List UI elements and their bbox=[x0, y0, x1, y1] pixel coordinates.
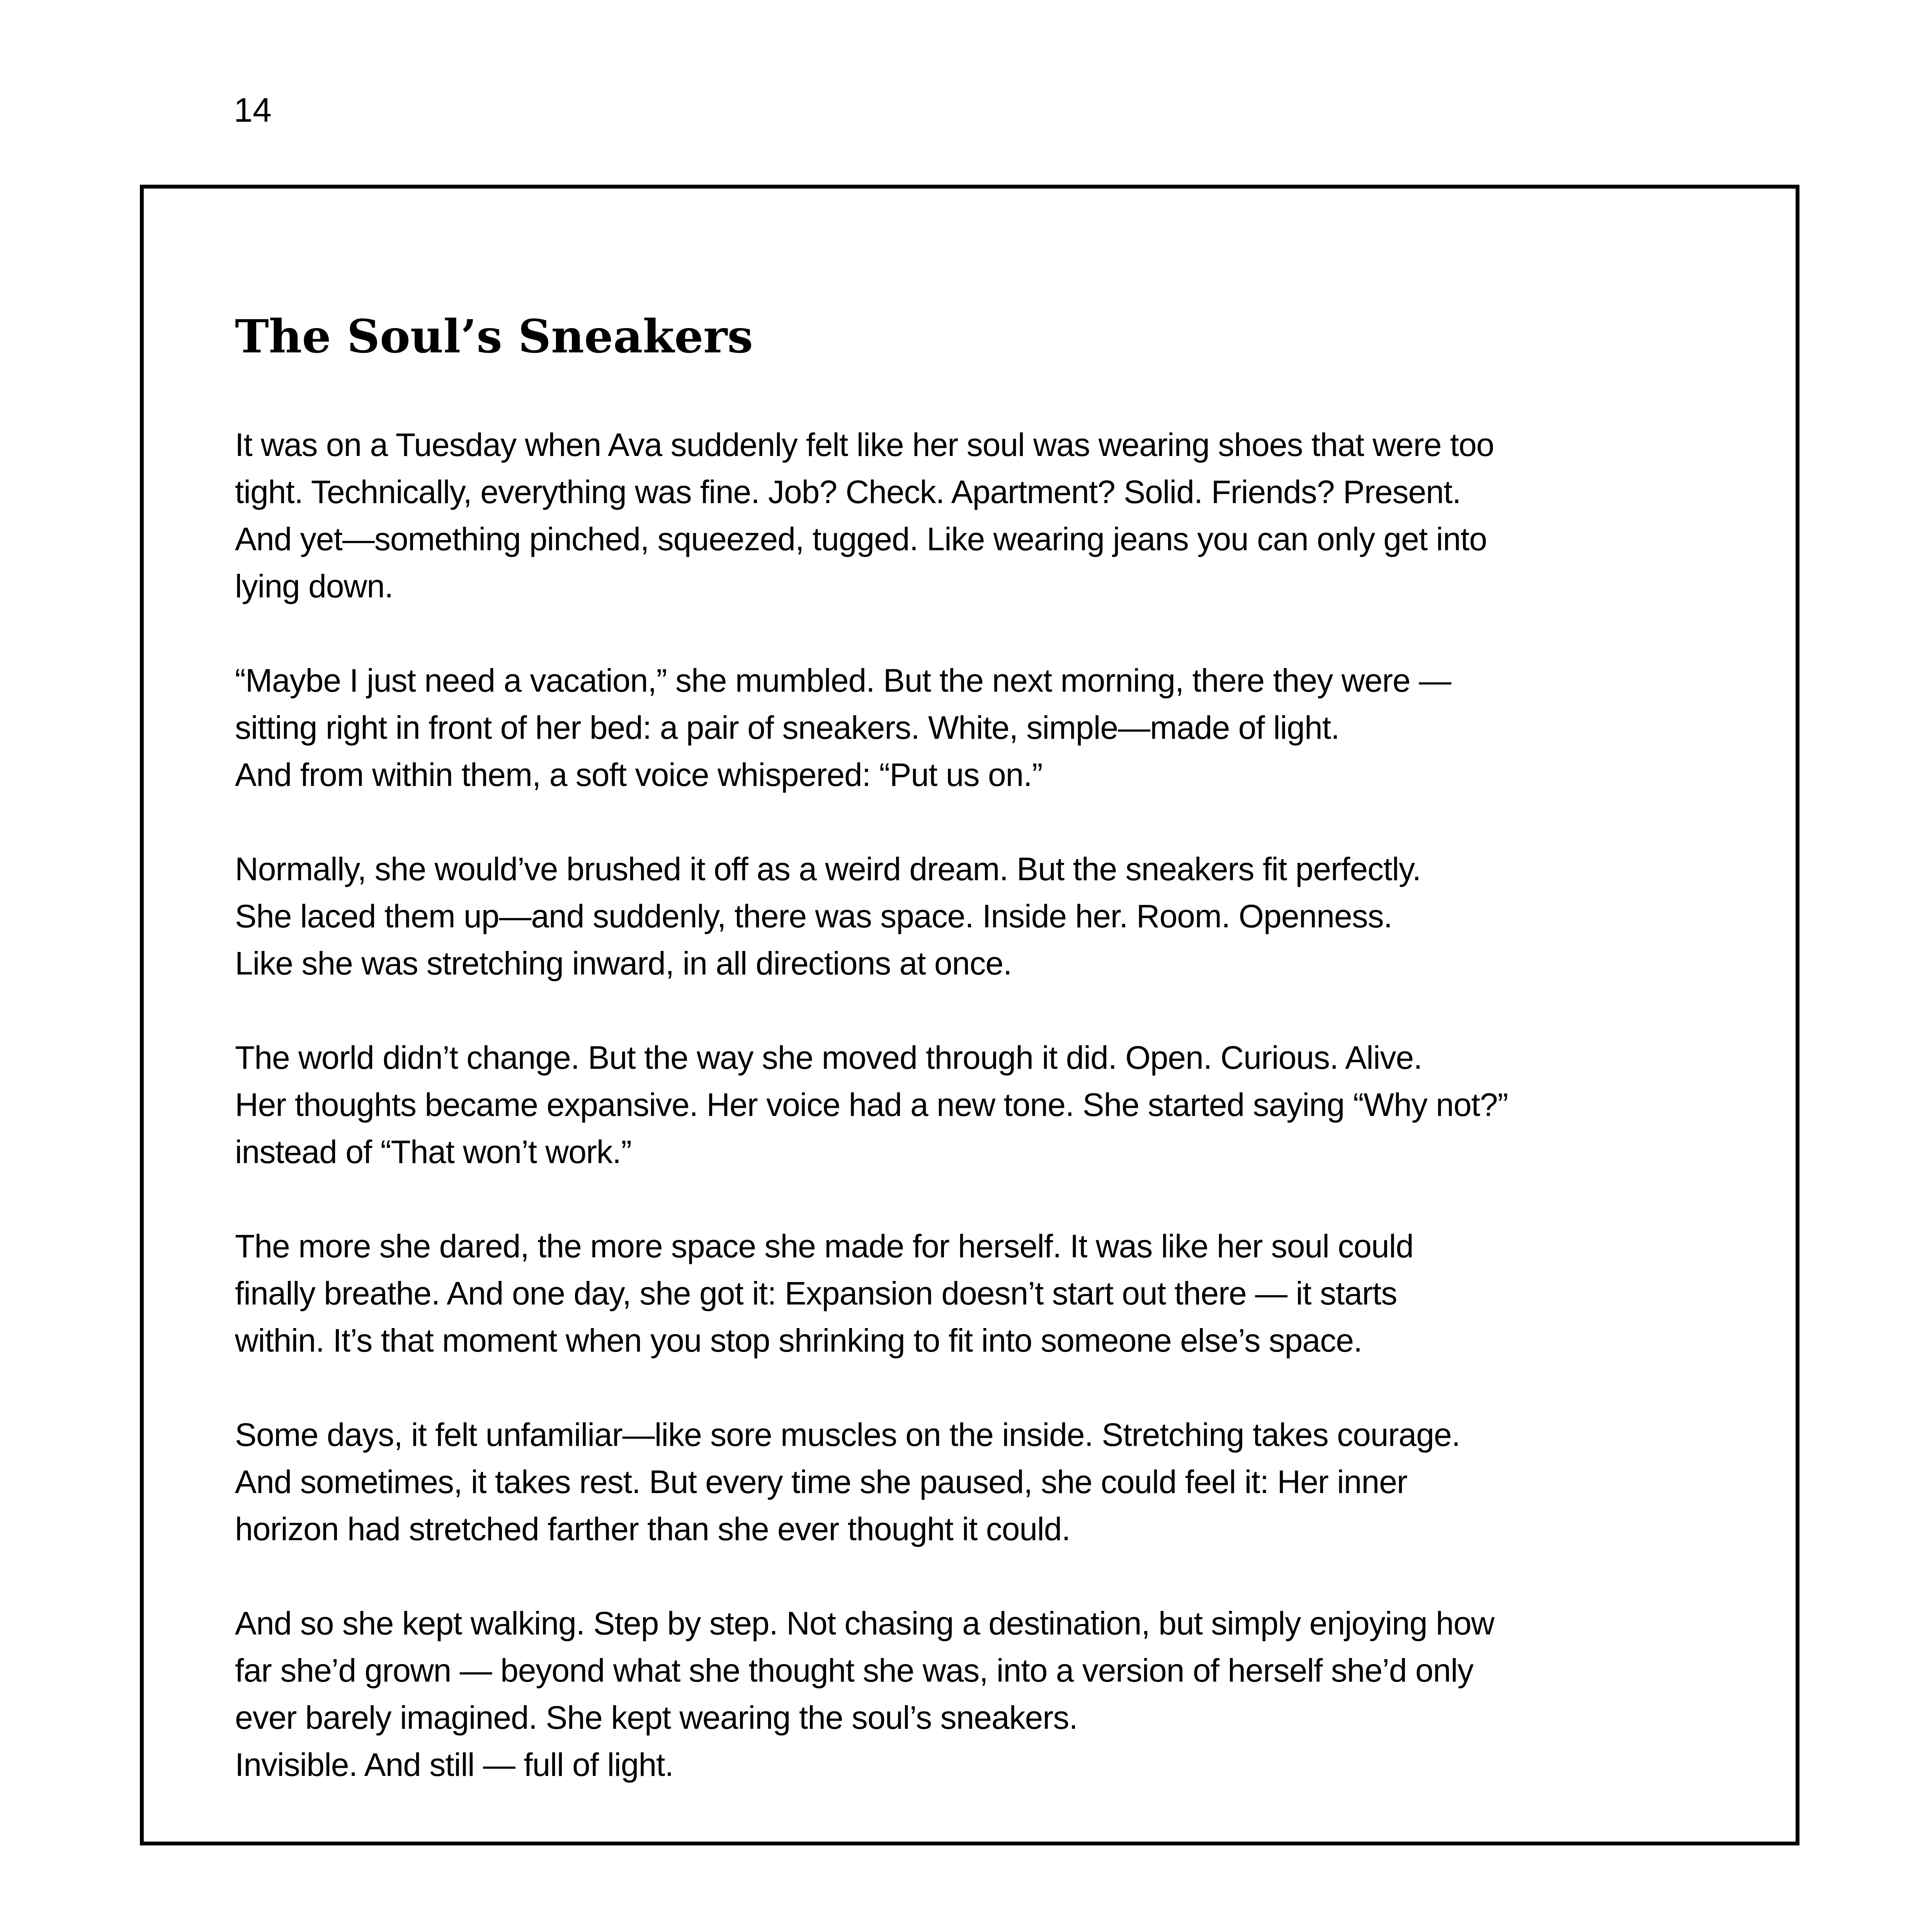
paragraph-1 bbox=[235, 421, 1742, 610]
text-line: Invisible. And still — full of light. bbox=[235, 1747, 673, 1783]
paragraph-gap bbox=[235, 798, 1742, 845]
text-line: Some days, it felt unfamiliar—like sore muscles on the inside. Stretching takes courage. bbox=[235, 1417, 1460, 1453]
text-line: far she’d grown — beyond what she thought she was, into a version of herself she’d only bbox=[235, 1652, 1473, 1689]
text-line: And sometimes, it takes rest. But every time she paused, she could feel it: Her inner bbox=[235, 1464, 1407, 1500]
text-line: lying down. bbox=[235, 568, 393, 604]
text-line: Her thoughts became expansive. Her voice had a new tone. She started saying “Why not?” bbox=[235, 1087, 1508, 1123]
paragraph-gap bbox=[235, 1553, 1742, 1600]
text-line: The more she dared, the more space she made for herself. It was like her soul could bbox=[235, 1228, 1413, 1264]
text-line: within. It’s that moment when you stop shrinking to fit into someone else’s space. bbox=[235, 1322, 1362, 1359]
text-line: instead of “That won’t work.” bbox=[235, 1134, 632, 1170]
text-line: tight. Technically, everything was fine. Job? Check. Apartment? Solid. Friends? Present. bbox=[235, 474, 1461, 510]
paragraph-5 bbox=[235, 1223, 1742, 1364]
text-line: And yet—something pinched, squeezed, tugged. Like wearing jeans you can only get into bbox=[235, 521, 1487, 557]
text-line: And from within them, a soft voice whispered: “Put us on.” bbox=[235, 757, 1043, 793]
text-line: It was on a Tuesday when Ava suddenly felt like her soul was wearing shoes that were too bbox=[235, 427, 1494, 463]
paragraph-gap bbox=[235, 987, 1742, 1034]
paragraph-6 bbox=[235, 1411, 1742, 1553]
paragraph-4 bbox=[235, 1034, 1742, 1175]
text-line: Normally, she would’ve brushed it off as a weird dream. But the sneakers fit perfectly. bbox=[235, 851, 1421, 887]
text-line: The world didn’t change. But the way she moved through it did. Open. Curious. Alive. bbox=[235, 1039, 1422, 1076]
paragraph-3 bbox=[235, 845, 1742, 987]
page-number: 14 bbox=[234, 91, 272, 129]
text-line: ever barely imagined. She kept wearing the soul’s sneakers. bbox=[235, 1699, 1078, 1736]
paragraph-gap bbox=[235, 610, 1742, 657]
text-line: And so she kept walking. Step by step. Not chasing a destination, but simply enjoying how bbox=[235, 1605, 1494, 1641]
story-body bbox=[235, 421, 1742, 1788]
story-title: The Soul’s Sneakers bbox=[235, 310, 753, 363]
text-line: finally breathe. And one day, she got it: Expansion doesn’t start out there — it starts bbox=[235, 1275, 1397, 1311]
text-line: sitting right in front of her bed: a pair of sneakers. White, simple—made of light. bbox=[235, 709, 1340, 746]
paragraph-2 bbox=[235, 657, 1742, 798]
paragraph-7 bbox=[235, 1600, 1742, 1788]
paragraph-gap bbox=[235, 1175, 1742, 1223]
text-line: “Maybe I just need a vacation,” she mumbled. But the next morning, there they were — bbox=[235, 662, 1451, 699]
text-line: Like she was stretching inward, in all directions at once. bbox=[235, 945, 1012, 981]
text-line: horizon had stretched farther than she ever thought it could. bbox=[235, 1511, 1070, 1547]
text-line: She laced them up—and suddenly, there was space. Inside her. Room. Openness. bbox=[235, 898, 1392, 934]
paragraph-gap bbox=[235, 1364, 1742, 1411]
